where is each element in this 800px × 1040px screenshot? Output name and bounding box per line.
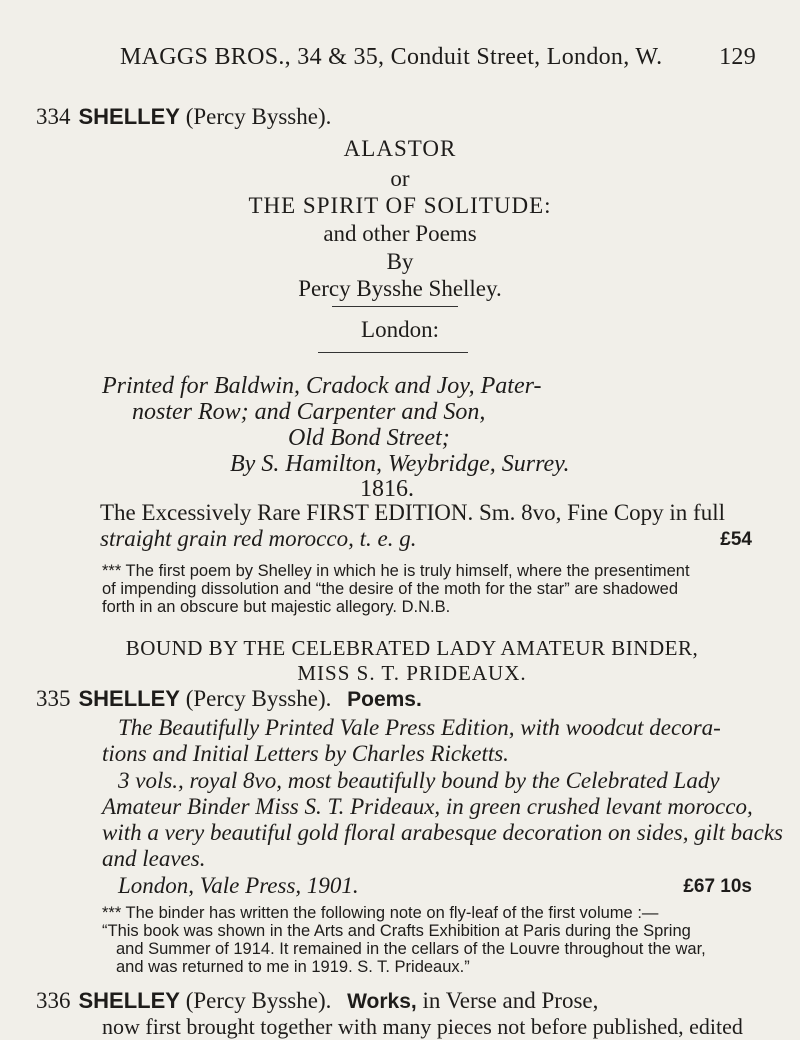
title-line: and other Poems [323,221,477,246]
imprint-line: Old Bond Street; [288,425,450,451]
section-heading: BOUND BY THE CELEBRATED LADY AMATEUR BINDER, [125,636,699,660]
page-number: 129 [719,44,756,70]
title-line: Percy Bysshe Shelley. [298,276,502,301]
lot-author: SHELLEY [78,686,180,711]
imprint-line: 1816. [360,476,414,502]
lot-author-rest: (Percy Bysshe). [185,988,332,1013]
lot-description: The Excessively Rare FIRST EDITION. Sm. 8vo, Fine Copy in full [100,500,725,525]
lot-note-line: *** The first poem by Shelley in which he is truly himself, where the presentiment [102,562,690,580]
imprint-line: noster Row; and Carpenter and Son, [132,399,486,425]
lot-author: SHELLEY [78,988,180,1013]
page-header [120,44,756,71]
title-line: ALASTOR [343,136,457,161]
lot-author-rest: (Percy Bysshe). [185,686,332,711]
lot-description: 3 vols., royal 8vo, most beautifully bound by the Celebrated Lady [118,768,720,793]
title-line: or [390,166,410,191]
lot-price: £54 [720,529,752,550]
lot-note-line: and was returned to me in 1919. S. T. Prideaux.” [116,958,470,976]
lot-imprint: London, Vale Press, 1901. [118,873,359,898]
lot-note-line: “This book was shown in the Arts and Crafts Exhibition at Paris during the Spring [102,922,691,940]
lot-number: 334 [36,104,71,129]
lot-description: tions and Initial Letters by Charles Ricketts. [102,741,509,766]
section-heading: MISS S. T. PRIDEAUX. [297,661,527,685]
lot-price: £67 10s [683,876,752,897]
lot-description: straight grain red morocco, t. e. g. [100,526,417,551]
lot-335-heading [36,686,422,712]
lot-336-heading [36,988,598,1014]
lot-description: now first brought together with many pieces not before published, edited [102,1014,743,1039]
lot-author: SHELLEY [78,104,180,129]
lot-number: 336 [36,988,71,1013]
title-line: By [386,249,414,274]
lot-description: Amateur Binder Miss S. T. Prideaux, in green crushed levant morocco, [102,794,753,819]
rule [332,306,458,307]
lot-note-line: and Summer of 1914. It remained in the cellars of the Louvre throughout the war, [116,940,706,958]
title-line: THE SPIRIT OF SOLITUDE: [248,193,552,218]
lot-work: Works, [347,990,417,1013]
lot-author-rest: (Percy Bysshe). [185,104,332,129]
header-title: MAGGS BROS., 34 & 35, Conduit Street, London, W. [120,44,663,70]
lot-work-rest: in Verse and Prose, [422,988,599,1013]
lot-number: 335 [36,686,71,711]
lot-note-line: of impending dissolution and “the desire of the moth for the star” are shadowed [102,580,679,598]
place-line: London: [361,317,439,342]
lot-work: Poems. [347,688,422,711]
rule [318,352,468,353]
lot-334-heading [36,104,331,130]
lot-description: with a very beautiful gold floral arabesque decoration on sides, gilt backs [102,820,783,845]
lot-note-line: forth in an obscure but majestic allegory. D.N.B. [102,598,451,616]
lot-description: The Beautifully Printed Vale Press Edition, with woodcut decora- [118,715,721,740]
lot-note-line: *** The binder has written the following note on fly-leaf of the first volume :— [102,904,659,922]
imprint-line: By S. Hamilton, Weybridge, Surrey. [230,451,570,477]
lot-description: and leaves. [102,846,206,871]
imprint-line: Printed for Baldwin, Cradock and Joy, Pater- [102,373,542,399]
